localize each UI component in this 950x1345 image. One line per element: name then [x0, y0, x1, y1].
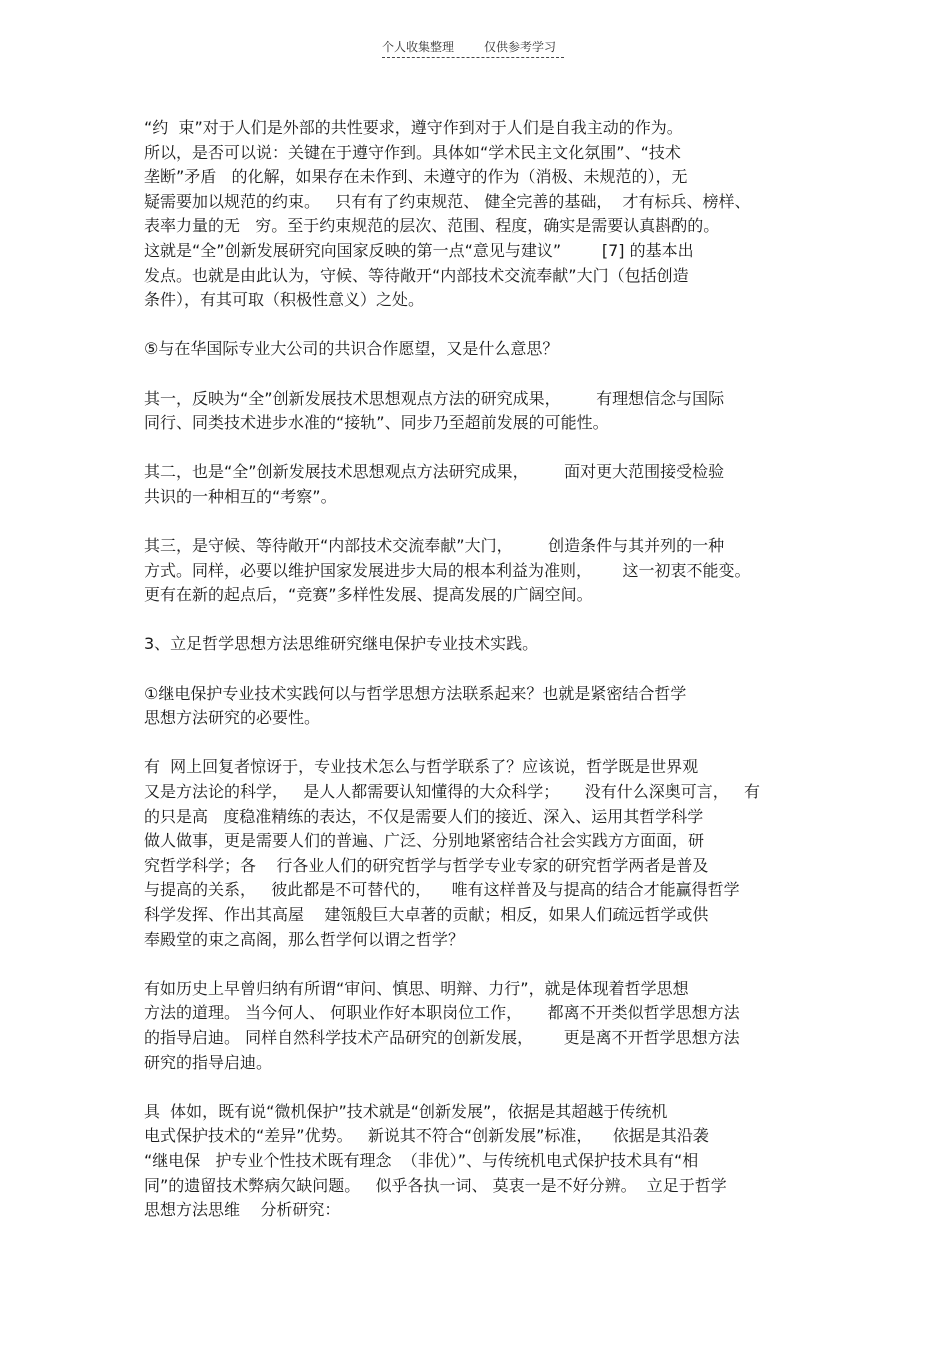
- text-line: “约 束”对于人们是外部的共性要求，遵守作到对于人们是自我主动的作为。: [144, 118, 683, 137]
- text-line: ①继电保护专业技术实践何以与哲学思想方法联系起来？也就是紧密结合哲学: [144, 683, 687, 703]
- text-line: 方法的道理。 当今何人、 何职业作好本职岗位工作， 都离不开类似哲学思想方法: [144, 1003, 740, 1023]
- text-line: 垄断”矛盾 的化解，如果存在未作到、未遵守的作为（消极、未规范的），无: [144, 167, 688, 187]
- text-line: 3、立足哲学思想方法思维研究继电保护专业技术实践。: [144, 634, 539, 654]
- text-line: 电式保护技术的“差异”优势。 新说其不符合“创新发展”标准， 依据是其沿袭: [144, 1126, 709, 1146]
- paragraph: [144, 460, 814, 509]
- paragraph: [144, 337, 814, 362]
- text-line: 与提高的关系， 彼此都是不可替代的， 唯有这样普及与提高的结合才能赢得哲学: [144, 880, 740, 900]
- document-body: [144, 116, 814, 1247]
- text-line: 又是方法论的科学， 是人人都需要认知懂得的大众科学； 没有什么深奥可言， 有: [144, 782, 760, 802]
- paragraph: [144, 632, 814, 657]
- text-line: “继电保 护专业个性技术既有理念 （非优）”、与传统机电式保护技术具有“相: [144, 1150, 699, 1170]
- text-line: 做人做事，更是需要人们的普遍、广泛、分别地紧密结合社会实践方方面面，研: [144, 831, 705, 851]
- text-line: 同行、同类技术进步水准的“接轨”、同步乃至超前发展的可能性。: [144, 413, 609, 433]
- text-line: 奉殿堂的束之高阁，那么哲学何以谓之哲学？: [144, 929, 465, 949]
- text-line: 研究的指导启迪。: [144, 1052, 273, 1072]
- text-line: 的只是高 度稳准精练的表达，不仅是需要人们的接近、深入、运用其哲学科学: [144, 806, 704, 826]
- text-line: 有 网上回复者惊讶于，专业技术怎么与哲学联系了？应该说，哲学既是世界观: [144, 757, 699, 777]
- text-line: 更有在新的起点后，“竞赛”多样性发展、提高发展的广阔空间。: [144, 585, 593, 605]
- text-line: 共识的一种相互的“考察”。: [144, 486, 337, 506]
- text-line: 思想方法思维 分析研究：: [144, 1200, 341, 1220]
- paragraph: [144, 755, 814, 952]
- paragraph: [144, 387, 814, 436]
- text-line: 发点。也就是由此认为，守候、等待敞开“内部技术交流奉献”大门（包括创造: [144, 265, 689, 285]
- text-line: 思想方法研究的必要性。: [144, 708, 321, 728]
- paragraph: [144, 534, 814, 608]
- text-line: 这就是“全”创新发展研究向国家反映的第一点“意见与建议” [7] 的基本出: [144, 240, 694, 260]
- text-line: 有如历史上早曾归纳有所谓“审问、慎思、明辩、力行”，就是体现着哲学思想: [144, 978, 689, 998]
- paragraph: [144, 116, 814, 313]
- text-line: 所以，是否可以说：关键在于遵守作到。具体如“学术民主文化氛围”、“技术: [144, 142, 681, 162]
- text-line: 方式。同样，必要以维护国家发展进步大局的根本利益为准则， 这一初衷不能变。: [144, 560, 751, 580]
- text-line: 具 体如，既有说“微机保护”技术就是“创新发展”，依据是其超越于传统机: [144, 1101, 668, 1121]
- header-left-text: 个人收集整理: [382, 40, 455, 54]
- header-right-text: 仅供参考学习: [484, 40, 557, 54]
- text-line: 同”的遗留技术弊病欠缺问题。 似乎各执一词、 莫衷一是不好分辨。 立足于哲学: [144, 1175, 727, 1195]
- text-line: 科学发挥、作出其高屋 建瓴般巨大卓著的贡献；相反，如果人们疏远哲学或供: [144, 905, 709, 924]
- page-header: [382, 38, 564, 60]
- text-line: 疑需要加以规范的约束。 只有有了约束规范、 健全完善的基础， 才有标兵、榜样、: [144, 191, 751, 211]
- paragraph: [144, 1100, 814, 1223]
- text-line: 条件），有其可取（积极性意义）之处。: [144, 290, 425, 310]
- text-line: 其二，也是“全”创新发展技术思想观点方法研究成果， 面对更大范围接受检验: [144, 462, 725, 482]
- text-line: 究哲学科学；各 行各业人们的研究哲学与哲学专业专家的研究哲学两者是普及: [144, 855, 709, 875]
- paragraph: [144, 682, 814, 731]
- text-line: ⑤与在华国际专业大公司的共识合作愿望，又是什么意思？: [144, 339, 559, 359]
- text-line: 其一，反映为“全”创新发展技术思想观点方法的研究成果， 有理想信念与国际: [144, 388, 725, 408]
- text-line: 其三，是守候、等待敞开“内部技术交流奉献”大门， 创造条件与其并列的一种: [144, 536, 725, 556]
- text-line: 表率力量的无 穷。至于约束规范的层次、范围、程度，确实是需要认真斟酌的。: [144, 216, 720, 236]
- text-line: 的指导启迪。 同样自然科学技术产品研究的创新发展， 更是离不开哲学思想方法: [144, 1027, 740, 1047]
- header-underline: [382, 57, 564, 58]
- paragraph: [144, 977, 814, 1075]
